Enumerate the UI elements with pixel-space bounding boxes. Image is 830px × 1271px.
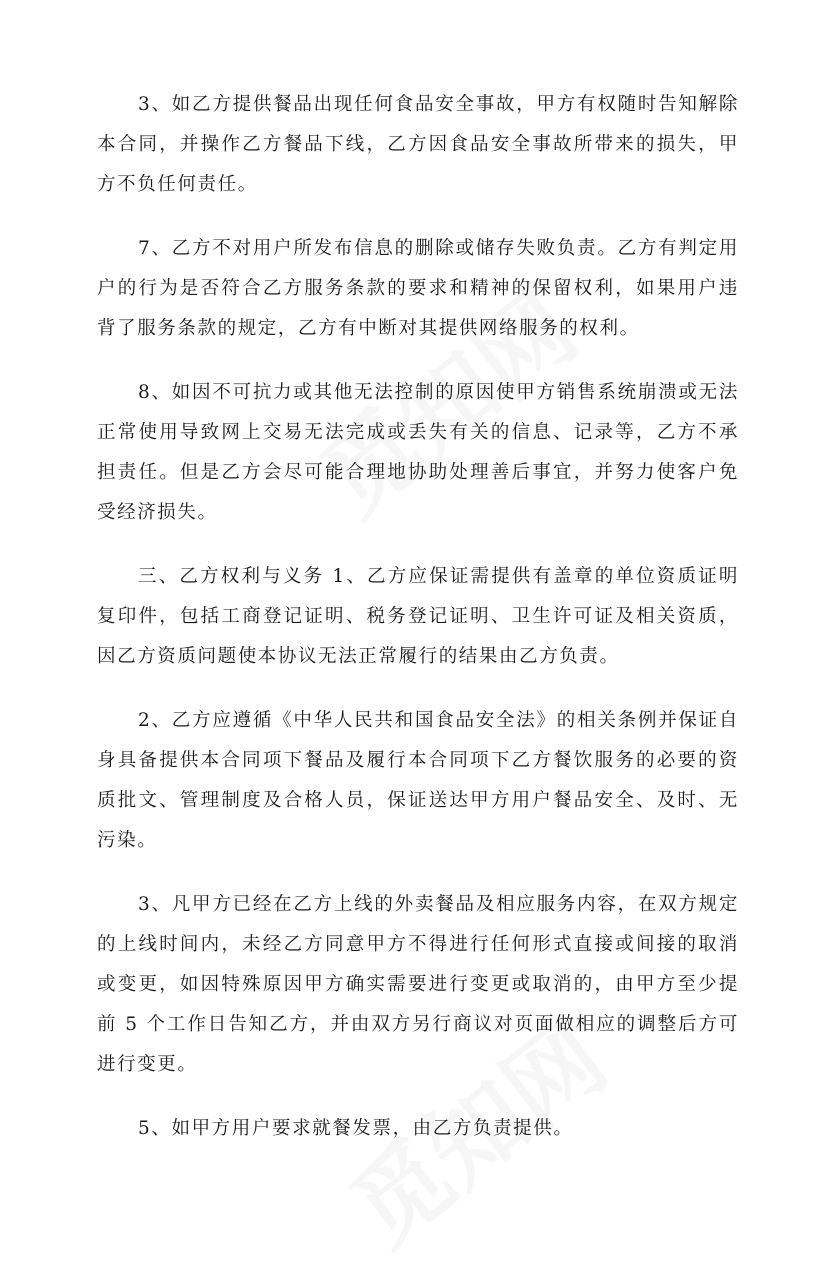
- paragraph-clause-8-force-majeure: 8、如因不可抗力或其他无法控制的原因使甲方销售系统崩溃或无法正常使用导致网上交易无法完成或丢失有关的信息、记录等，乙方不承担责任。但是乙方会尽可能合理地协助处理善后事宜，并努力使客户免受经济损失。: [97, 382, 739, 523]
- paragraph-clause-3-online-changes: 3、凡甲方已经在乙方上线的外卖餐品及相应服务内容，在双方规定的上线时间内，未经乙方同意甲方不得进行任何形式直接或间接的取消或变更，如因特殊原因甲方确实需要进行变更或取消的，由甲方至少提前 5 个工作日告知乙方，并由双方另行商议对页面做相应的调整后方可进行变更。: [97, 894, 739, 1075]
- paragraph-section-3-rights-obligations: 三、乙方权利与义务 1、乙方应保证需提供有盖章的单位资质证明复印件，包括工商登记证明、税务登记证明、卫生许可证及相关资质，因乙方资质问题使本协议无法正常履行的结果由乙方负责。: [97, 566, 739, 667]
- document-body: [97, 85, 739, 1173]
- paragraph-clause-3-food-safety: 3、如乙方提供餐品出现任何食品安全事故，甲方有权随时告知解除本合同，并操作乙方餐品下线，乙方因食品安全事故所带来的损失，甲方不负任何责任。: [97, 94, 739, 195]
- paragraph-clause-7-user-info: 7、乙方不对用户所发布信息的删除或储存失败负责。乙方有判定用户的行为是否符合乙方服务条款的要求和精神的保留权利，如果用户违背了服务条款的规定，乙方有中断对其提供网络服务的权利。: [97, 238, 739, 339]
- paragraph-clause-5-invoice: 5、如甲方用户要求就餐发票，由乙方负责提供。: [138, 1118, 574, 1139]
- paragraph-clause-2-food-safety-law: 2、乙方应遵循《中华人民共和国食品安全法》的相关条例并保证自身具备提供本合同项下餐品及履行本合同项下乙方餐饮服务的必要的资质批文、管理制度及合格人员，保证送达甲方用户餐品安全、及时、无污染。: [97, 710, 739, 851]
